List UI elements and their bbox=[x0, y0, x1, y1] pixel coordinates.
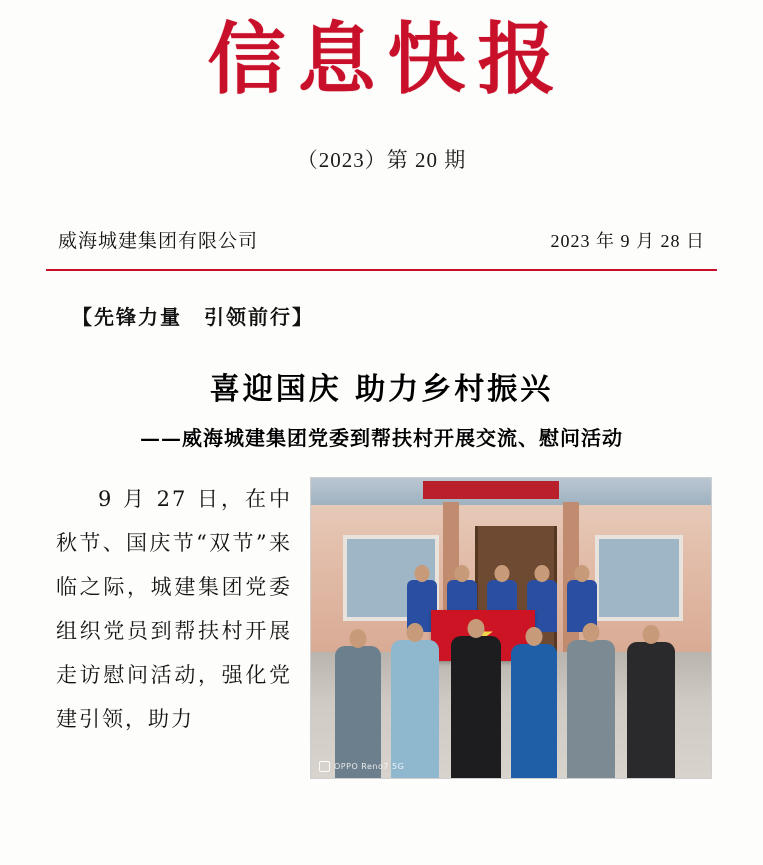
masthead bbox=[0, 0, 763, 174]
article-body-paragraph: 9 月 27 日，在中秋节、国庆节“双节”来临之际，城建集团党委组织党员到帮扶村开展走访慰问活动，强化党建引领，助力 bbox=[56, 487, 292, 732]
article-subheadline: ——威海城建集团党委到帮扶村开展交流、慰问活动 bbox=[140, 426, 623, 451]
publisher-name: 威海城建集团有限公司 bbox=[58, 231, 259, 253]
photo-person-1 bbox=[335, 646, 381, 778]
issue-number: （2023）第 20 期 bbox=[296, 148, 467, 173]
camera-icon bbox=[319, 761, 330, 772]
header-divider bbox=[46, 269, 717, 271]
article-headline: 喜迎国庆 助力乡村振兴 bbox=[209, 372, 554, 408]
photo-person-3 bbox=[451, 636, 501, 778]
photo-person-6 bbox=[627, 642, 675, 778]
publication-date: 2023 年 9 月 28 日 bbox=[550, 231, 705, 252]
article-body-area bbox=[0, 477, 763, 779]
photo-window-right bbox=[595, 535, 683, 621]
article-body-text bbox=[56, 477, 292, 741]
photo-watermark-text: OPPO Reno7 5G bbox=[334, 762, 405, 772]
photo-person-2 bbox=[391, 640, 439, 778]
photo-person-5 bbox=[567, 640, 615, 778]
column-heading: 【先锋力量 引领前行】 bbox=[72, 305, 314, 330]
photo-watermark bbox=[319, 761, 404, 772]
photo-person-4 bbox=[511, 644, 557, 778]
masthead-title: 信息快报 bbox=[207, 14, 568, 105]
photo-red-banner bbox=[423, 481, 559, 499]
article-photo bbox=[310, 477, 712, 779]
publisher-row bbox=[58, 226, 705, 253]
